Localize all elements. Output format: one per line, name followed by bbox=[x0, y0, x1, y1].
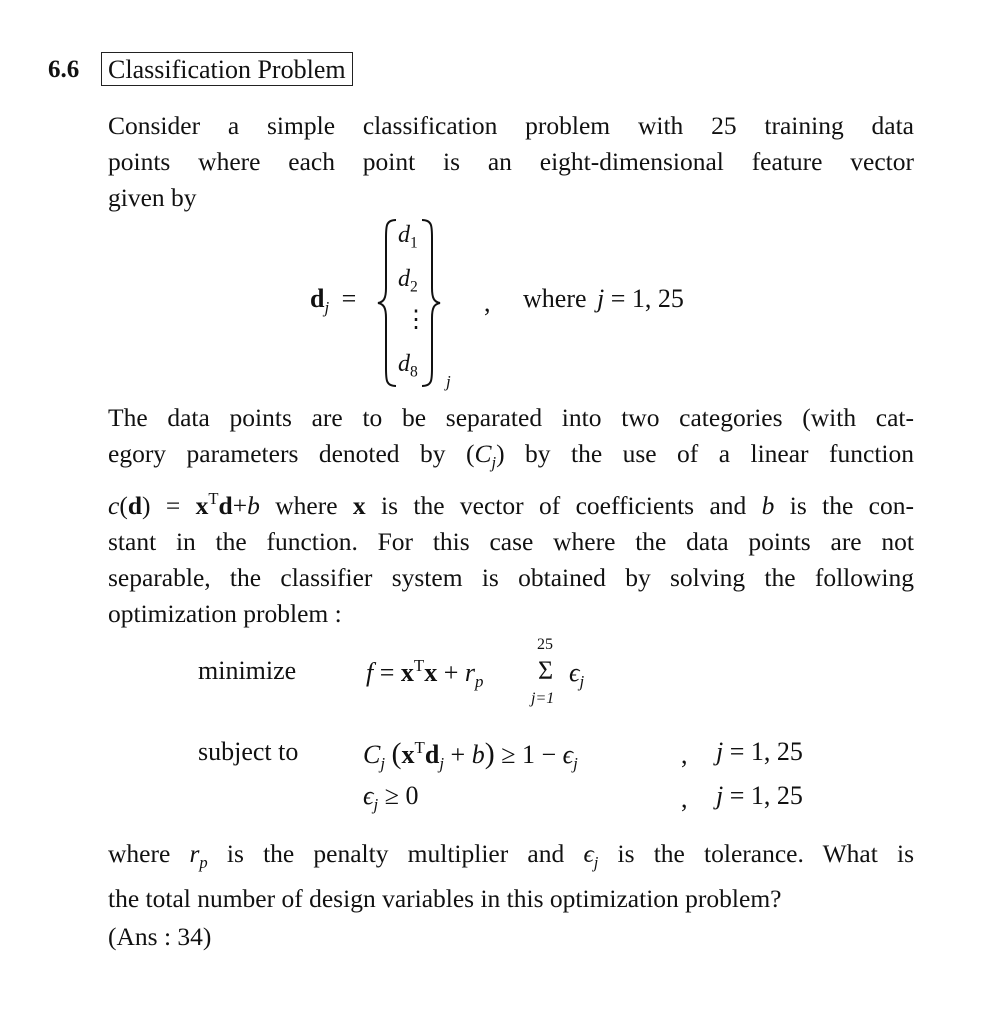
minimize-label: minimize bbox=[198, 656, 297, 685]
vector-entry-d2: $d_2$ bbox=[398, 266, 418, 296]
right-brace bbox=[418, 218, 442, 388]
objective-function: $f = x^Tx + r_p$ bbox=[366, 656, 484, 692]
constraint-1-range: j = 1, 25 bbox=[716, 737, 803, 766]
body-line: stant in the function. For this case where the data points are not bbox=[108, 526, 914, 556]
body-line: The data points are to be separated into two categories (with cat- bbox=[108, 403, 914, 432]
section-number: 6.6 bbox=[48, 56, 80, 83]
vector-outer-sub: j bbox=[446, 372, 451, 391]
closing-paragraph bbox=[108, 836, 914, 917]
sum-symbol: Σ bbox=[538, 656, 554, 685]
closing-line: the total number of design variables in this optimization problem? bbox=[108, 883, 782, 913]
answer: (Ans : 34) bbox=[108, 922, 212, 951]
vector-lhs: $d_j$ = bbox=[310, 284, 357, 317]
sum-upper-limit: 25 bbox=[537, 636, 553, 653]
vector-entry-d8: $d_8$ bbox=[398, 351, 418, 381]
constraint-2-comma: , bbox=[681, 784, 688, 813]
body-line: optimization problem : bbox=[108, 598, 342, 628]
intro-line: given by bbox=[108, 183, 197, 212]
objective-epsilon: $\epsilon_j$ bbox=[569, 658, 585, 691]
constraint-1-comma: , bbox=[681, 740, 688, 769]
constraint-2: $\epsilon_j \ge 0$ bbox=[363, 781, 419, 814]
vector-where: where j = 1, 25 bbox=[523, 284, 684, 313]
vector-entry-d1: $d_1$ bbox=[398, 222, 418, 252]
sum-lower-limit: j=1 bbox=[531, 690, 555, 707]
subject-to-label: subject to bbox=[198, 737, 299, 766]
vector-entry-vdots: ⋮ bbox=[404, 307, 428, 333]
closing-line: where $r_p$ is the penalty multiplier and $\epsilon_j$ is the tolerance. What is bbox=[108, 839, 914, 872]
constraint-1: $C_j$ $(x^Td_j + b) \ge 1 - \epsilon_j$ bbox=[363, 737, 578, 773]
left-brace bbox=[376, 218, 400, 388]
intro-line: Consider a simple classification problem with 25 training data bbox=[108, 111, 914, 140]
body-line: separable, the classifier system is obtained by solving the following bbox=[108, 562, 914, 592]
constraint-2-range: j = 1, 25 bbox=[716, 781, 803, 810]
intro-paragraph bbox=[108, 108, 914, 216]
intro-line: points where each point is an eight-dimensional feature vector bbox=[108, 147, 914, 176]
vector-comma: , bbox=[484, 288, 491, 317]
body-line: egory parameters denoted by $(C_j)$ by the use of a linear function bbox=[108, 439, 914, 472]
body-paragraph bbox=[108, 400, 914, 632]
section-title: Classification Problem bbox=[101, 52, 353, 86]
body-line: $c(d) = x^Td+b$ where x is the vector of coefficients and b is the con- bbox=[108, 488, 914, 520]
